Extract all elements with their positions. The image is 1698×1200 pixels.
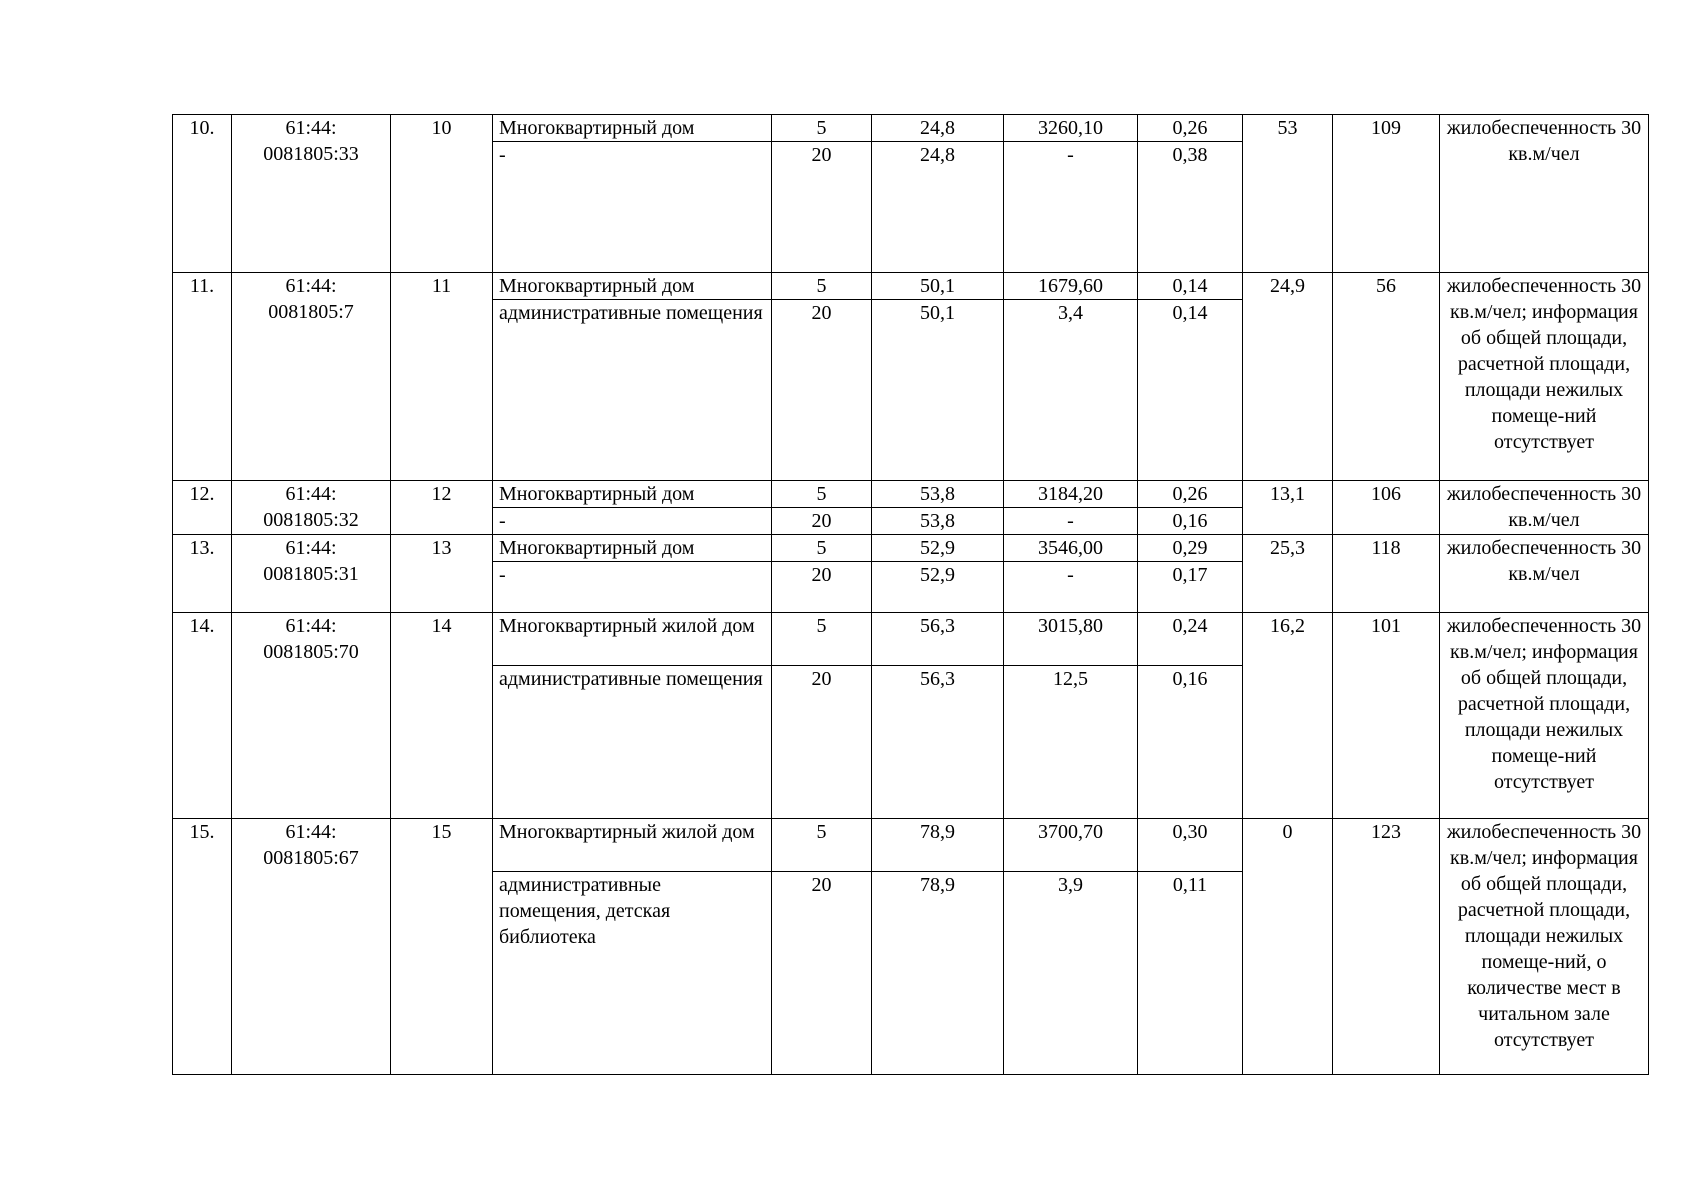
value-2: 106 (1333, 481, 1440, 535)
floors-value: 5 (772, 535, 872, 562)
coef-value: 56,3 (872, 666, 1004, 819)
area-value: 12,5 (1004, 666, 1138, 819)
note-text: жилобеспеченность 30 кв.м/чел; информация об общей площади, расчетной площади, площади нежилых помеще-ний отсутствует (1440, 613, 1649, 819)
permitted-use: Многоквартирный дом (493, 115, 772, 142)
table-row (173, 273, 1649, 300)
coef-value: 78,9 (872, 819, 1004, 872)
floors-value: 20 (772, 508, 872, 535)
area-value: - (1004, 508, 1138, 535)
cadastral-number (232, 115, 391, 273)
ratio-value: 0,16 (1138, 508, 1243, 535)
permitted-use: Многоквартирный жилой дом (493, 819, 772, 872)
ratio-value: 0,14 (1138, 273, 1243, 300)
permitted-use: административные помещения (493, 666, 772, 819)
note-text: жилобеспеченность 30 кв.м/чел; информация об общей площади, расчетной площади, площади нежилых помеще-ний отсутствует (1440, 273, 1649, 481)
plot-number: 10 (391, 115, 493, 273)
cadastral-number (232, 819, 391, 1075)
ratio-value: 0,16 (1138, 666, 1243, 819)
row-number: 14. (173, 613, 232, 819)
row-number: 12. (173, 481, 232, 535)
floors-value: 20 (772, 666, 872, 819)
permitted-use: Многоквартирный дом (493, 481, 772, 508)
coef-value: 24,8 (872, 142, 1004, 273)
note-text: жилобеспеченность 30 кв.м/чел (1440, 481, 1649, 535)
value-1: 0 (1243, 819, 1333, 1075)
cadastral-number (232, 535, 391, 613)
cadastral-prefix: 61:44: (285, 615, 337, 637)
value-2: 109 (1333, 115, 1440, 273)
value-1: 13,1 (1243, 481, 1333, 535)
value-2: 101 (1333, 613, 1440, 819)
coef-value: 52,9 (872, 562, 1004, 613)
data-table (172, 114, 1649, 1075)
floors-value: 5 (772, 273, 872, 300)
permitted-use: административные помещения, детская библиотека (493, 872, 772, 1075)
area-value: 3546,00 (1004, 535, 1138, 562)
area-value: - (1004, 562, 1138, 613)
area-value: 3184,20 (1004, 481, 1138, 508)
permitted-use: - (493, 142, 772, 273)
floors-value: 5 (772, 481, 872, 508)
value-1: 53 (1243, 115, 1333, 273)
area-value: 3700,70 (1004, 819, 1138, 872)
floors-value: 20 (772, 872, 872, 1075)
table-row (173, 819, 1649, 872)
floors-value: 5 (772, 115, 872, 142)
cadastral-suffix: 0081805:7 (268, 301, 354, 323)
coef-value: 50,1 (872, 300, 1004, 481)
permitted-use: Многоквартирный жилой дом (493, 613, 772, 666)
row-number: 15. (173, 819, 232, 1075)
cadastral-suffix: 0081805:31 (263, 563, 359, 585)
ratio-value: 0,24 (1138, 613, 1243, 666)
permitted-use: административные помещения (493, 300, 772, 481)
ratio-value: 0,11 (1138, 872, 1243, 1075)
cadastral-number (232, 613, 391, 819)
table-row (173, 613, 1649, 666)
cadastral-prefix: 61:44: (285, 117, 337, 139)
coef-value: 56,3 (872, 613, 1004, 666)
table-row (173, 535, 1649, 562)
ratio-value: 0,26 (1138, 481, 1243, 508)
cadastral-suffix: 0081805:33 (263, 143, 359, 165)
plot-number: 11 (391, 273, 493, 481)
ratio-value: 0,17 (1138, 562, 1243, 613)
cadastral-suffix: 0081805:32 (263, 509, 359, 531)
table-row (173, 115, 1649, 142)
area-value: - (1004, 142, 1138, 273)
value-1: 25,3 (1243, 535, 1333, 613)
coef-value: 53,8 (872, 481, 1004, 508)
coef-value: 50,1 (872, 273, 1004, 300)
cadastral-prefix: 61:44: (285, 483, 337, 505)
value-1: 16,2 (1243, 613, 1333, 819)
coef-value: 53,8 (872, 508, 1004, 535)
area-value: 3260,10 (1004, 115, 1138, 142)
area-value: 3,4 (1004, 300, 1138, 481)
plot-number: 15 (391, 819, 493, 1075)
coef-value: 78,9 (872, 872, 1004, 1075)
cadastral-suffix: 0081805:70 (263, 641, 359, 663)
note-text: жилобеспеченность 30 кв.м/чел (1440, 535, 1649, 613)
cadastral-prefix: 61:44: (285, 821, 337, 843)
coef-value: 24,8 (872, 115, 1004, 142)
floors-value: 20 (772, 142, 872, 273)
floors-value: 5 (772, 613, 872, 666)
ratio-value: 0,30 (1138, 819, 1243, 872)
plot-number: 14 (391, 613, 493, 819)
area-value: 1679,60 (1004, 273, 1138, 300)
permitted-use: Многоквартирный дом (493, 273, 772, 300)
area-value: 3015,80 (1004, 613, 1138, 666)
cadastral-prefix: 61:44: (285, 537, 337, 559)
permitted-use: - (493, 562, 772, 613)
row-number: 10. (173, 115, 232, 273)
table-body (173, 115, 1649, 1075)
ratio-value: 0,26 (1138, 115, 1243, 142)
cadastral-number (232, 273, 391, 481)
permitted-use: - (493, 508, 772, 535)
row-number: 13. (173, 535, 232, 613)
ratio-value: 0,29 (1138, 535, 1243, 562)
note-text: жилобеспеченность 30 кв.м/чел; информация об общей площади, расчетной площади, площади нежилых помеще-ний, о количестве мест в читальном зале отсутствует (1440, 819, 1649, 1075)
value-2: 118 (1333, 535, 1440, 613)
cadastral-number (232, 481, 391, 535)
plot-number: 12 (391, 481, 493, 535)
value-2: 123 (1333, 819, 1440, 1075)
coef-value: 52,9 (872, 535, 1004, 562)
floors-value: 5 (772, 819, 872, 872)
ratio-value: 0,38 (1138, 142, 1243, 273)
value-2: 56 (1333, 273, 1440, 481)
permitted-use: Многоквартирный дом (493, 535, 772, 562)
row-number: 11. (173, 273, 232, 481)
note-text: жилобеспеченность 30 кв.м/чел (1440, 115, 1649, 273)
value-1: 24,9 (1243, 273, 1333, 481)
ratio-value: 0,14 (1138, 300, 1243, 481)
table-row (173, 481, 1649, 508)
cadastral-prefix: 61:44: (285, 275, 337, 297)
area-value: 3,9 (1004, 872, 1138, 1075)
floors-value: 20 (772, 562, 872, 613)
plot-number: 13 (391, 535, 493, 613)
floors-value: 20 (772, 300, 872, 481)
cadastral-suffix: 0081805:67 (263, 847, 359, 869)
